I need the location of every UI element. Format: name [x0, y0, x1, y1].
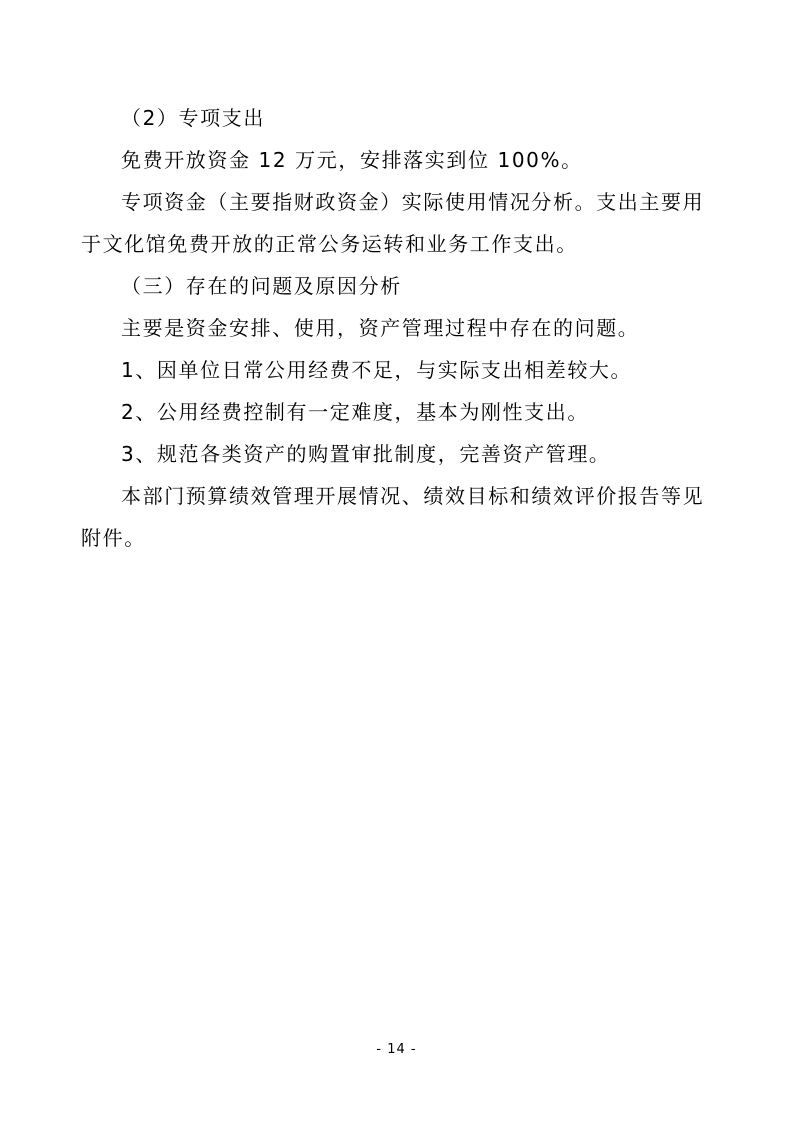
paragraph-attachment-note: 本部门预算绩效管理开展情况、绩效目标和绩效评价报告等见附件。: [81, 484, 705, 550]
list-item-1: 1、因单位日常公用经费不足，与实际支出相差较大。: [121, 358, 633, 382]
paragraph-problems-summary: 主要是资金安排、使用，资产管理过程中存在的问题。: [121, 316, 640, 340]
section-heading-problems: （三）存在的问题及原因分析: [121, 274, 402, 298]
page-number: - 14 -: [376, 1042, 417, 1057]
document-body: [81, 97, 721, 559]
list-item-3: 3、规范各类资产的购置审批制度，完善资产管理。: [121, 442, 611, 466]
paragraph-special-funds-analysis: 专项资金（主要指财政资金）实际使用情况分析。支出主要用于文化馆免费开放的正常公务运转和业务工作支出。: [81, 190, 705, 256]
section-heading-special-expenditure: （2）专项支出: [121, 106, 265, 130]
paragraph-free-opening-funds: 免费开放资金 12 万元，安排落实到位 100%。: [121, 148, 583, 172]
list-item-2: 2、公用经费控制有一定难度，基本为刚性支出。: [121, 400, 589, 424]
